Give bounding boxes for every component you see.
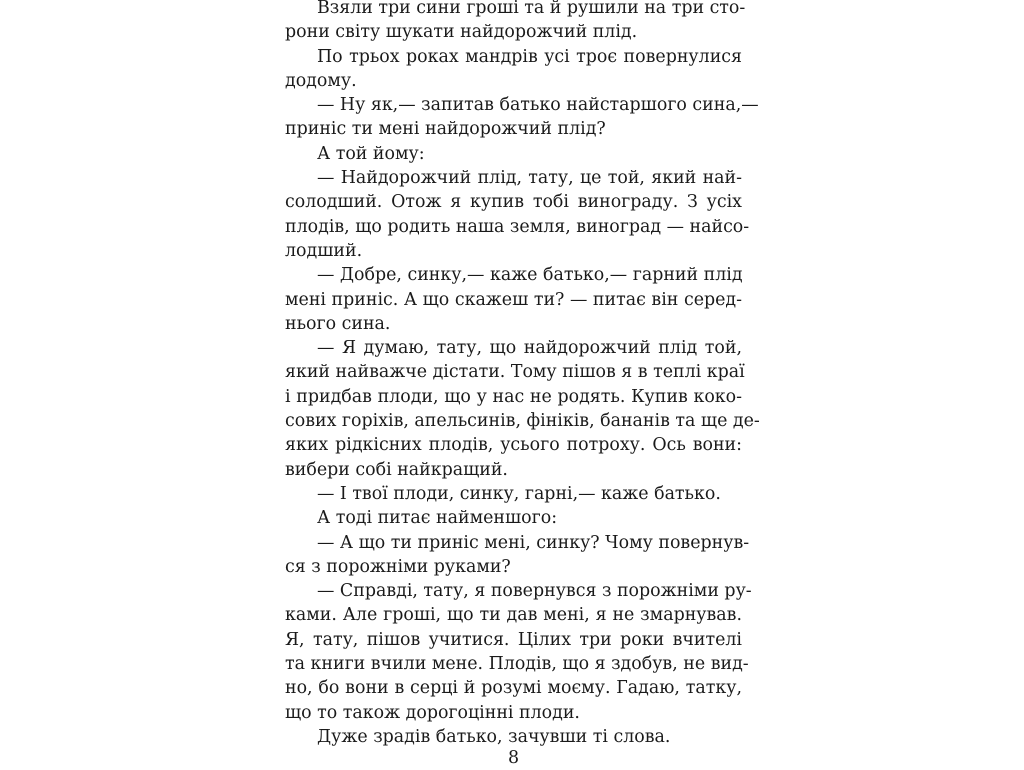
text-line: — Ну як,— запитав батько найстаршого сина,— [317, 95, 759, 116]
text-line: — Найдорожчий плід, тату, це той, який най- [317, 168, 742, 189]
text-line: Дуже зрадів батько, зачувши ті слова. [317, 726, 671, 747]
text-line: нього сина. [285, 313, 391, 334]
text-line: лодший. [285, 240, 363, 261]
text-line: — А що ти приніс мені, синку? Чому повернув- [317, 532, 750, 553]
text-line: яких рідкісних плодів, усього потроху. Ось вони: [285, 435, 742, 456]
text-line: плодів, що родить наша земля, виноград — найсо- [285, 216, 750, 237]
text-line: ся з порожніми руками? [285, 556, 511, 577]
book-page [285, 0, 760, 768]
text-line: який найважче дістати. Тому пішов я в теплі краї [285, 362, 745, 383]
text-line: А тоді питає найменшого: [317, 508, 558, 529]
text-line: приніс ти мені найдорожчий плід? [285, 119, 606, 140]
text-line: що то також дорогоцінні плоди. [285, 702, 580, 723]
body-text [285, 0, 760, 749]
text-line: По трьох роках мандрів усі троє повернулися [317, 46, 742, 67]
text-line: — І твої плоди, синку, гарні,— каже батько. [317, 483, 721, 504]
text-line: солодший. Отож я купив тобі винограду. З усіх [285, 192, 742, 213]
page-number: 8 [507, 748, 520, 768]
text-line: рони світу шукати найдорожчий плід. [285, 22, 638, 43]
text-line: А той йому: [317, 143, 425, 164]
text-line: вибери собі найкращий. [285, 459, 508, 480]
text-line: Я, тату, пішов учитися. Цілих три роки вчителі [285, 629, 742, 650]
text-line: та книги вчили мене. Плодів, що я здобув, не вид- [285, 654, 749, 675]
text-line: — Справді, тату, я повернувся з порожніми ру- [317, 581, 752, 602]
text-line: і придбав плоди, що у нас не родять. Купив коко- [285, 386, 742, 407]
text-line: додому. [285, 70, 357, 91]
text-line: но, бо вони в серці й розумі моєму. Гадаю, татку, [285, 678, 742, 699]
text-line: мені приніс. А що скажеш ти? — питає він серед- [285, 289, 742, 310]
text-line: ками. Але гроші, що ти дав мені, я не змарнував. [285, 605, 742, 626]
text-line: — Добре, синку,— каже батько,— гарний плід [317, 265, 743, 286]
text-line: Взяли три сини гроші та й рушили на три сто- [317, 0, 746, 18]
text-line: сових горіхів, апельсинів, фініків, бананів та ще де- [285, 411, 760, 432]
text-line: — Я думаю, тату, що найдорожчий плід той, [317, 338, 742, 359]
